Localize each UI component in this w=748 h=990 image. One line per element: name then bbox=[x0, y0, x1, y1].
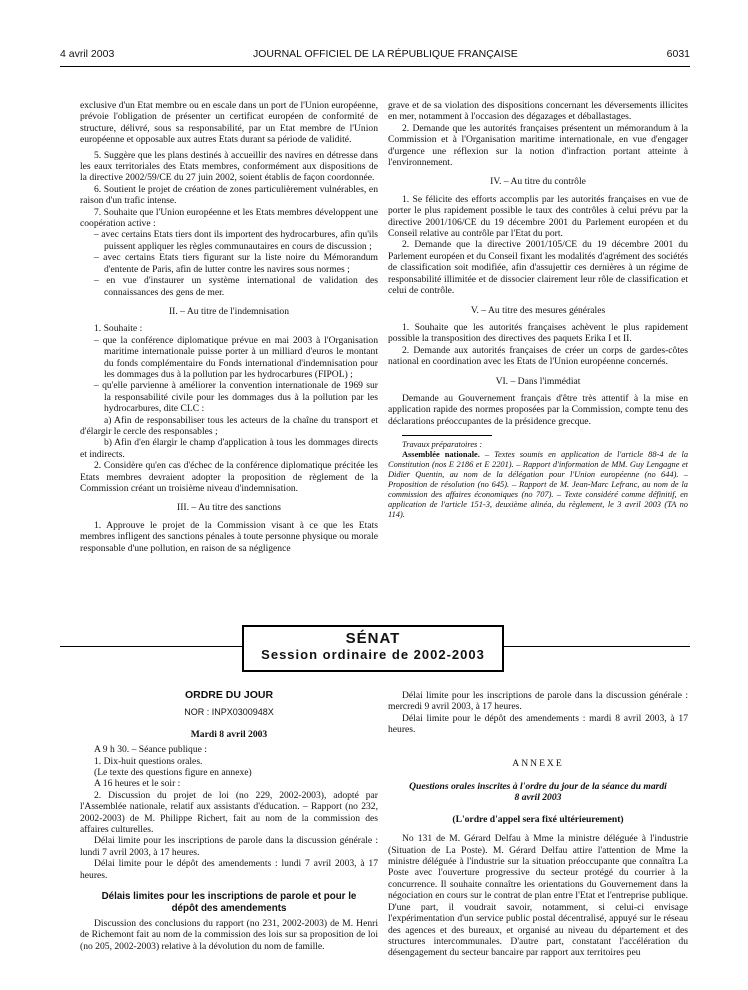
footnote-bold: Assemblée nationale. bbox=[402, 450, 480, 460]
paragraph: 2. Demande aux autorités françaises de créer un corps de gardes-côtes national en coordination avec les Etats de l'Union européenne concernés. bbox=[388, 344, 688, 368]
footnote-text bbox=[388, 450, 688, 520]
header-page-number: 6031 bbox=[666, 48, 690, 60]
footnote-label: Travaux préparatoires : bbox=[402, 440, 483, 450]
paragraph: 1. Approuve le projet de la Commission visant à ce que les Etats membres infligent des sanctions pénales à toute personne physique ou morale responsable d'une pollution, en raison de sa négligence bbox=[80, 519, 378, 554]
paragraph: 5. Suggère que les plans destinés à accueillir des navires en détresse dans les eaux territoriales des Etats membres, conformément aux dispositions de la directive 2002/59/CE du 27 juin 2002, soient établis de façon coordonnée. bbox=[80, 149, 378, 184]
paragraph: A 9 h 30. – Séance publique : bbox=[94, 744, 207, 756]
senat-session: Session ordinaire de 2002-2003 bbox=[261, 647, 485, 662]
paragraph: 1. Se félicite des efforts accomplis par les autorités françaises en vue de porter le plus rapidement possible le taux des contrôles à celui prévu par la directive 2001/106/CE du 19 décembre 2001 du Parlement européen et du Conseil relative au contrôle par l'Etat du port. bbox=[388, 193, 688, 240]
paragraph: Délai limite pour les inscriptions de parole dans la discussion générale : lundi 7 avril 2003, à 17 heures. bbox=[80, 835, 378, 858]
paragraph: b) Afin d'en élargir le champ d'application à tous les dommages directs et indirects. bbox=[80, 437, 378, 460]
paragraph: 2. Considère qu'en cas d'échec de la conférence diplomatique précitée les Etats membres devraient adopter la proposition de règlement de la Commission créant un troisième niveau d'indemnisation. bbox=[80, 460, 378, 494]
paragraph: Délai limite pour les inscriptions de parole dans la discussion générale : mercredi 9 avril 2003, à 17 heures. bbox=[388, 690, 688, 713]
list-item: – qu'elle parvienne à améliorer la convention internationale de 1969 sur la responsabilité civile pour les dommages dus à la pollution par les hydrocarbures, dite CLC : bbox=[94, 380, 378, 415]
paragraph: grave et de sa violation des dispositions concernant les déversements illicites en mer, notamment à l'occasion des dégazages et déballastages. bbox=[388, 100, 688, 123]
paragraph: a) Afin de responsabiliser tous les acteurs de la chaîne du transport et d'élargir le cercle des responsables ; bbox=[80, 414, 378, 437]
paragraph: 2. Discussion du projet de loi (no 229, 2002-2003), adopté par l'Assemblée nationale, relatif aux assistants d'éducation. – Rapport (no 232, 2002-2003) de M. Philippe Richert, fait au nom de la commission des affaires culturelles. bbox=[80, 789, 378, 836]
column-right-top bbox=[388, 100, 688, 520]
paragraph: Discussion des conclusions du rapport (no 231, 2002-2003) de M. Henri de Richemont fait au nom de la commission des lois sur sa proposition de loi (no 205, 2002-2003) relative à la dévolution du nom de famille. bbox=[80, 917, 378, 952]
paragraph: Délai limite pour le dépôt des amendements : mardi 8 avril 2003, à 17 heures. bbox=[388, 712, 688, 736]
list-item: – avec certains Etats tiers dont ils importent des hydrocarbures, afin qu'ils puissent appliquer les règles communautaires en cours de discussion ; bbox=[94, 229, 378, 252]
divider-right bbox=[502, 646, 690, 647]
divider-left bbox=[60, 646, 242, 647]
list-item: – en vue d'instaurer un système international de validation des connaissances des gens de mer. bbox=[94, 275, 378, 298]
column-left-top bbox=[80, 100, 378, 554]
questions-title: Questions orales inscrites à l'ordre du jour de la séance du mardi 8 avril 2003 bbox=[409, 781, 667, 804]
deadline-heading: Délais limites pour les inscriptions de parole et pour le dépôt des amendements bbox=[101, 891, 357, 914]
paragraph: A 16 heures et le soir : bbox=[94, 778, 181, 790]
paragraph: (Le texte des questions figure en annexe) bbox=[94, 767, 252, 779]
nor-reference: NOR : INPX0300948X bbox=[184, 707, 274, 718]
list-item: – que la conférence diplomatique prévue en mai 2003 à l'Organisation maritime internationale puisse porter à un milliard d'euros le montant du fonds complémentaire du Fonds international d'indemnisation pour les dommages dus à la pollution par les hydrocarbures (FIPOL) ; bbox=[94, 334, 378, 380]
senat-banner bbox=[242, 625, 504, 672]
section-heading: II. – Au titre de l'indemnisation bbox=[168, 305, 290, 317]
column-left-bottom bbox=[80, 690, 378, 952]
paragraph: Délai limite pour le dépôt des amendements : lundi 7 avril 2003, à 17 heures. bbox=[80, 858, 378, 881]
paragraph: 6. Soutient le projet de création de zones particulièrement vulnérables, en raison d'un trafic intense. bbox=[80, 183, 378, 207]
section-heading: VI. – Dans l'immédiat bbox=[495, 375, 581, 387]
paragraph: exclusive d'un Etat membre ou en escale dans un port de l'Union européenne, prévoie l'obligation de présenter un certificat européen de conformité de structure, délivré, sous sa responsabilité, par un Etat membre de l'Union européenne et opposable aux autres Etats durant sa période de validité. bbox=[80, 100, 378, 146]
agenda-date: Mardi 8 avril 2003 bbox=[190, 728, 268, 740]
order-note: (L'ordre d'appel sera fixé ultérieurement) bbox=[452, 813, 624, 825]
section-heading: V. – Au titre des mesures générales bbox=[470, 304, 606, 316]
list-item: – avec certains Etats tiers figurant sur la liste noire du Mémorandum d'entente de Paris, afin de lutter contre les navires sous normes ; bbox=[94, 252, 378, 275]
paragraph: 1. Souhaite : bbox=[94, 323, 143, 335]
header-rule bbox=[60, 66, 690, 67]
paragraph: 2. Demande que les autorités françaises présentent un mémorandum à la Commission et à l'Organisation maritime internationale, en vue d'engager d'urgence une réflexion sur la notion d'infraction portant atteinte à l'environnement. bbox=[388, 122, 688, 169]
footnote-separator bbox=[402, 435, 492, 436]
column-right-bottom bbox=[388, 690, 688, 959]
paragraph: 1. Souhaite que les autorités françaises achèvent le plus rapidement possible la transposition des directives des paquets Erika I et II. bbox=[388, 321, 688, 345]
paragraph: 1. Dix-huit questions orales. bbox=[94, 755, 203, 767]
question-body: No 131 de M. Gérard Delfau à Mme la ministre déléguée à l'industrie (Situation de La Poste). M. Gérard Delfau attire l'attention de Mme la ministre déléguée à l'industrie sur la situation préoccupante que connaîtra La Poste avec l'ouverture progressive du secteur protégé du courrier à la concurrence. Il souhaite connaître les orientations du Gouvernement dans la négociation en cours sur le contrat de plan entre l'Etat et l'entreprise publique. D'une part, il voudrait savoir, notamment, si celui-ci envisage l'expérimentation d'un service public postal décentralisé, appuyé sur le réseau des agences et des bureaux, et organisé au niveau du département et des structures intercommunales. D'autre part, constatant l'accélération du désengagement du secteur bancaire par rapport aux territoires peu bbox=[388, 833, 688, 959]
section-heading: IV. – Au titre du contrôle bbox=[490, 176, 586, 188]
agenda-heading: ORDRE DU JOUR bbox=[184, 689, 274, 701]
annexe-heading: ANNEXE bbox=[512, 757, 564, 769]
footnote-body: – Textes soumis en application de l'article 88-4 de la Constitution (nos E 2186 et E 2201). – Rapport d'information de MM. Guy Lengagne et Didier Quentin, au nom de la délégation pour l'Union européenne (no 644). – Proposition de résolution (no 645). – Rapport de M. Jean-Marc Lefranc, au nom de la commission des affaires économiques (no 707). – Texte considéré comme définitif, en application de l'article 151-3, deuxième alinéa, du règlement, le 3 avril 2003 (TA no 114). bbox=[388, 450, 689, 520]
page-header bbox=[60, 48, 690, 66]
paragraph: 7. Souhaite que l'Union européenne et les Etats membres développent une coopération active : bbox=[80, 206, 378, 230]
paragraph: Demande au Gouvernement français d'être très attentif à la mise en application rapide des normes proposées par la Commission, compte tenu des déclarations préoccupantes de la présidence grecque. bbox=[388, 392, 688, 427]
header-date: 4 avril 2003 bbox=[60, 48, 115, 60]
header-journal-title: JOURNAL OFFICIEL DE LA RÉPUBLIQUE FRANÇAISE bbox=[253, 48, 518, 60]
footnotes bbox=[388, 435, 688, 520]
senat-title: SÉNAT bbox=[345, 630, 401, 647]
section-heading: III. – Au titre des sanctions bbox=[177, 502, 281, 514]
paragraph: 2. Demande que la directive 2001/105/CE du 19 décembre 2001 du Parlement européen et du Conseil fixant les modalités d'agrément des sociétés de classification soit modifiée, afin d'assujettir ces dernières à un régime de responsabilité illimitée et de dissocier clairement leur rôle de classification et celui de contrôle. bbox=[388, 239, 688, 297]
